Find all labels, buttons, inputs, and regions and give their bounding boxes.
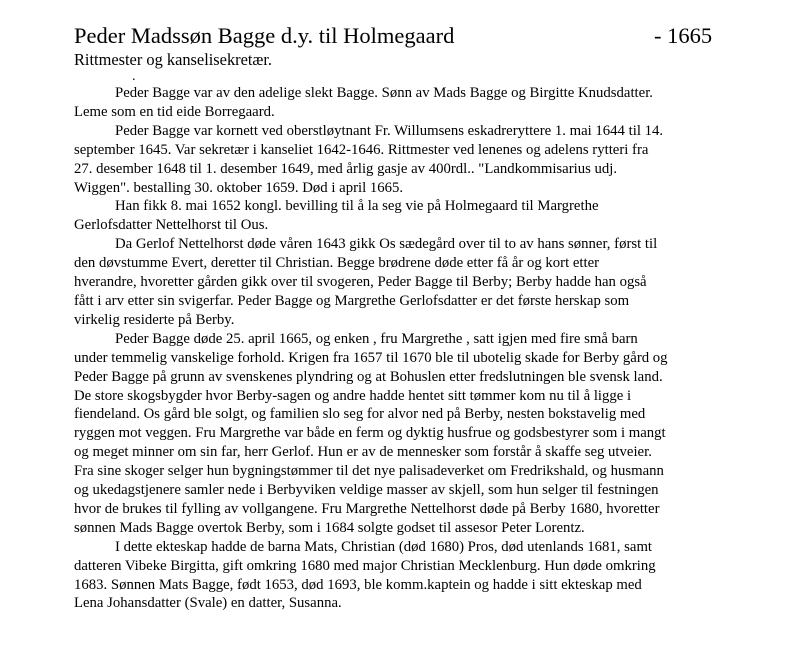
stray-dot: . bbox=[132, 69, 136, 84]
document-title: Peder Madssøn Bagge d.y. til Holmegaard bbox=[74, 23, 455, 48]
document-year: - 1665 bbox=[654, 23, 713, 48]
paragraph-3: Han fikk 8. mai 1652 kongl. bevilling til å la seg vie på Holmegaard til Margrethe Gerlofsdatter Nettelhorst til Ous. bbox=[74, 198, 599, 234]
document-body bbox=[74, 84, 734, 613]
paragraph-5: Peder Bagge døde 25. april 1665, og enken , fru Margrethe , satt igjen med fire små barn under temmelig vanskelige forhold. Krigen fra 1657 til 1670 ble til ubotelig skade for Berby gård og Peder Bagge på grunn av svenskenes plyndring og at Bohuslen etter fredslutningen ble svensk land. De store skogsbygder hvor Berby-sagen og andre hadde hentet sitt tømmer kom nu til å ligge i fiendeland. Os gård ble solgt, og familien slo seg for alvor ned på Berby, nesten bokstavelig med ryggen mot veggen. Fru Margrethe var både en ferm og dyktig husfrue og godsbestyrer som i mangt og meget minner om sin far, herr Gerlof. Hun er av de mennesker som forstår å skaffe seg utveier. Fra sine skoger selger hun bygningstømmer til det nye palisadeverket om Fredrikshald, og husmann og ukedagstjenere samler nede i Berbyviken veldige masser av skjell, som hun selger til festningen hvor de brukes til fylling av vollgangene. Fru Margrethe Nettelhorst døde på Berby 1680, hvoretter sønnen Mads Bagge overtok Berby, som i 1684 solgte godset til assesor Peter Lorentz. bbox=[74, 330, 668, 536]
paragraph-2: Peder Bagge var kornett ved oberstløytnant Fr. Willumsens eskadreryttere 1. mai 1644 til 14. september 1645. Var sekretær i kanseliet 1642-1646. Rittmester ved lenenes og adelens rytteri fra 27. desember 1648 til 1. desember 1649, med årlig gasje av 400rdl.. "Landkommisarius udj. Wiggen". bestalling 30. oktober 1659. Død i april 1665. bbox=[74, 122, 664, 196]
paragraph-6: I dette ekteskap hadde de barna Mats, Christian (død 1680) Pros, død utenlands 1681, samt datteren Vibeke Birgitta, gift omkring 1680 med major Christian Mecklenburg. Hun døde omkring 1683. Sønnen Mats Bagge, født 1653, død 1693, ble komm.kaptein og hadde i sitt ekteskap med Lena Johansdatter (Svale) en datter, Susanna. bbox=[74, 538, 656, 612]
document-subtitle: Rittmester og kanselisekretær. bbox=[74, 50, 273, 69]
document-page bbox=[74, 22, 734, 613]
paragraph-1: Peder Bagge var av den adelige slekt Bagge. Sønn av Mads Bagge og Birgitte Knudsdatter. Leme som en tid eide Borregaard. bbox=[74, 85, 653, 120]
document-header bbox=[74, 22, 734, 50]
paragraph-4: Da Gerlof Nettelhorst døde våren 1643 gikk Os sædegård over til to av hans sønner, først til den døvstumme Evert, deretter til Christian. Begge brødrene døde etter få år og kort etter hverandre, hvoretter gården gikk over til svogeren, Peder Bagge til Berby; Berby hadde han også fått i arv etter sin svigerfar. Peder Bagge og Margrethe Gerlofsdatter er det første herskap som virkelig residerte på Berby. bbox=[74, 236, 658, 328]
